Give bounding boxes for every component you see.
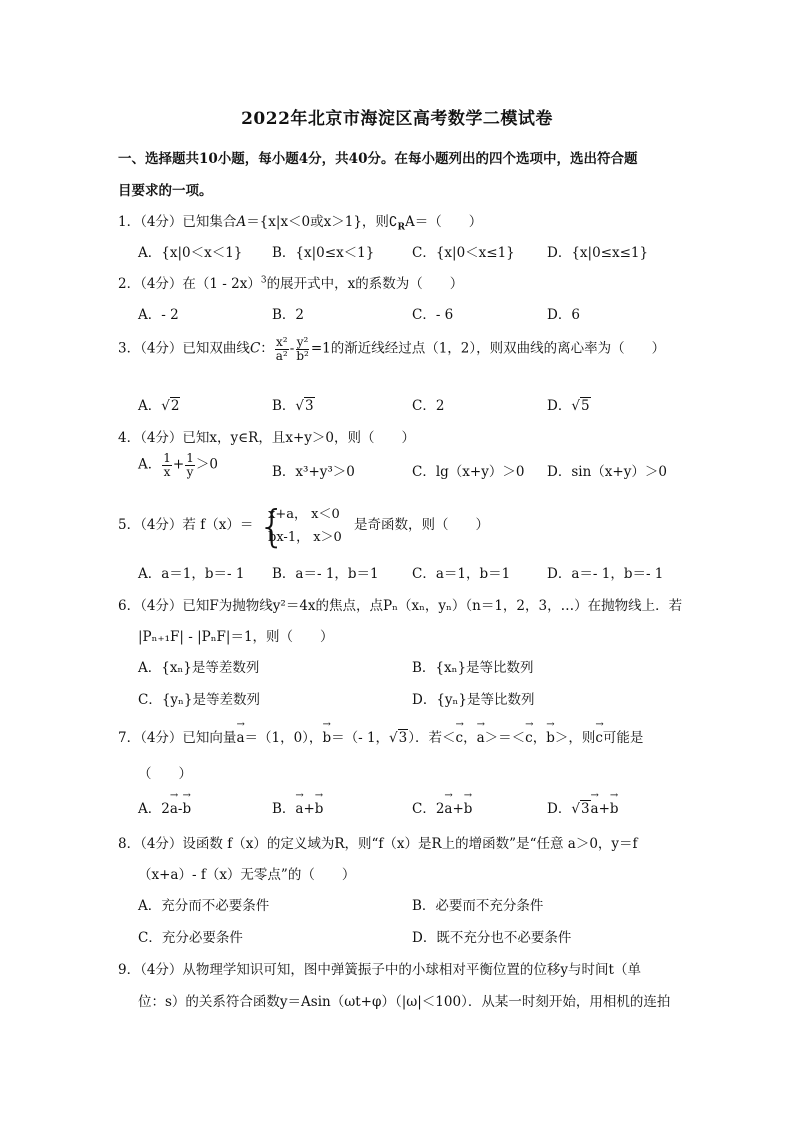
q3-option-d-label: D． xyxy=(547,398,572,414)
q3-option-d-sqrt: √5 xyxy=(571,398,590,414)
q7-option-c-op: + xyxy=(452,801,464,817)
q7-stem-text-h: ＞，则 xyxy=(554,730,596,746)
q2-stem xyxy=(118,272,463,292)
q4-option-a-frac1 xyxy=(162,452,172,478)
section-heading-line2: 目要求的一项。 xyxy=(118,183,213,199)
q7-option-c-label: C．2 xyxy=(412,801,445,817)
q7-stem-text-f: ＞＝＜ xyxy=(484,730,526,746)
q7-radicand: 3 xyxy=(398,730,408,746)
q3-option-b-sqrt: √3 xyxy=(295,398,314,414)
q6-stem-line2: |Pₙ₊₁F| - |PₙF|＝1，则（ ） xyxy=(138,629,334,645)
q3-frac2-num: y² xyxy=(296,335,309,349)
q2-option-d: D．6 xyxy=(547,307,580,323)
q1-complement-sub: R xyxy=(397,222,406,233)
q7-stem-text-i: 可能是 xyxy=(602,730,644,746)
q8-option-a: A．充分而不必要条件 xyxy=(138,898,270,914)
q3-stem-text-a: 3．（4分）已知双曲线 xyxy=(118,340,250,357)
q4-option-a-label: A． xyxy=(138,456,162,473)
q8-option-d: D．既不充分也不必要条件 xyxy=(412,930,572,946)
q1-option-a: A．{x|0＜x＜1} xyxy=(138,245,243,261)
section-heading-line1: 一、选择题共10小题，每小题4分，共40分。在每小题列出的四个选项中，选出符合题 xyxy=(118,151,638,167)
q3-option-b-label: B． xyxy=(272,398,296,414)
q7-option-c xyxy=(412,797,472,817)
q7-vector-a2: → a xyxy=(477,730,485,746)
q3-equals-one: =1 xyxy=(310,340,331,357)
q7-stem-text-a: 7．（4分）已知向量 xyxy=(118,730,237,746)
q6-stem-line1: 6．（4分）已知F为抛物线y²＝4x的焦点，点Pₙ（xₙ，yₙ）（n＝1，2，3，…）在抛物线上．若 xyxy=(118,598,683,614)
q7-option-c-vec2: → b xyxy=(464,801,473,817)
q5-option-d: D．a＝- 1，b＝- 1 xyxy=(547,566,664,582)
q5-option-a: A．a＝1，b＝- 1 xyxy=(138,566,245,582)
q9-stem-line2: 位：s）的关系符合函数y＝Asin（ωt+φ）（|ω|＜100）．从某一时刻开始，用相机的连拍 xyxy=(138,994,671,1010)
q3-colon: ： xyxy=(260,340,274,357)
q5-piecewise-brace: { xyxy=(258,501,286,552)
q7-stem-text-d: ）．若＜ xyxy=(408,730,456,746)
q6-option-d: D．{yₙ}是等比数列 xyxy=(412,692,535,708)
q3-fraction-x xyxy=(275,336,289,362)
q6-option-c: C．{yₙ}是等差数列 xyxy=(138,692,260,708)
q7-vector-b: → b xyxy=(322,730,331,746)
q4-option-a-frac2 xyxy=(185,452,195,478)
q1-option-c: C．{x|0＜x≤1} xyxy=(412,245,515,261)
q3-option-c: C．2 xyxy=(412,398,445,414)
q1-stem-text-a: 1．（4分）已知集合 xyxy=(118,214,237,230)
q4-stem: 4．（4分）已知x，y∈R，且x+y＞0，则（ ） xyxy=(118,430,415,446)
q8-option-b: B．必要而不充分条件 xyxy=(412,898,544,914)
q4-option-b: B．x³+y³＞0 xyxy=(272,464,355,480)
q7-option-b-vec1: → a xyxy=(295,801,303,817)
q4-frac1-den: x xyxy=(163,464,171,479)
q7-option-b-label: B． xyxy=(272,801,296,817)
q5-stem-a: 5．（4分）若 f（x）＝ xyxy=(118,517,254,533)
q7-option-a-vec2: → b xyxy=(182,801,191,817)
q7-option-b-vec2: → b xyxy=(315,801,324,817)
q5-case-2: bx-1， x＞0 xyxy=(268,530,342,545)
q3-frac1-num: x² xyxy=(275,335,288,349)
q7-option-a-op: - xyxy=(177,801,183,817)
q7-option-d-op: + xyxy=(598,801,610,817)
q3-option-a-sqrt: √2 xyxy=(161,398,180,414)
q4-plus: + xyxy=(172,456,185,473)
q1-stem-text-c: ＝{x|x＜0或x＞1}，则∁ xyxy=(246,214,398,230)
q9-stem-line1: 9．（4分）从物理学知识可知，图中弹簧振子中的小球相对平衡位置的位移y与时间t（单 xyxy=(118,962,641,978)
q3-option-d xyxy=(547,394,591,414)
q2-option-b: B．2 xyxy=(272,307,305,323)
q3-option-a xyxy=(138,394,180,414)
q7-vector-b2: → b xyxy=(546,730,555,746)
q7-option-d-label: D． xyxy=(547,801,572,817)
q3-stem xyxy=(118,336,665,362)
q7-option-d xyxy=(547,797,619,817)
q7-option-a-vec1: → a xyxy=(170,801,178,817)
q1-stem xyxy=(118,210,482,233)
q8-stem-line1: 8．（4分）设函数 f（x）的定义域为R，则“f（x）是R上的增函数”是“任意 a＞0，y＝f xyxy=(118,836,638,852)
q4-frac1-num: 1 xyxy=(163,451,171,465)
q4-option-d: D．sin（x+y）＞0 xyxy=(547,464,667,480)
q3-option-a-label: A． xyxy=(138,398,162,414)
q7-stem xyxy=(118,726,643,746)
q7-option-b-op: + xyxy=(303,801,315,817)
page-title: 2022年北京市海淀区高考数学二模试卷 xyxy=(241,109,553,129)
q7-vector-c3: → c xyxy=(595,730,603,746)
q3-option-b xyxy=(272,394,315,414)
q7-stem-text-g: ， xyxy=(532,730,547,746)
q7-stem-text-e: ， xyxy=(463,730,477,746)
q3-option-b-radicand: 3 xyxy=(305,398,314,414)
q7-option-a-label: A．2 xyxy=(138,801,170,817)
q2-option-c: C．- 6 xyxy=(412,307,454,323)
q7-option-d-vec1: → a xyxy=(591,801,599,817)
q7-option-d-vec2: → b xyxy=(610,801,619,817)
q6-option-b: B．{xₙ}是等比数列 xyxy=(412,660,534,676)
q2-exponent: 3 xyxy=(260,275,267,286)
q4-option-c: C．lg（x+y）＞0 xyxy=(412,464,525,480)
q6-option-a: A．{xₙ}是等差数列 xyxy=(138,660,260,676)
q7-vector-a: → a xyxy=(236,730,244,746)
q4-option-a xyxy=(138,452,218,478)
q7-option-a xyxy=(138,797,191,817)
q3-option-d-radicand: 5 xyxy=(580,398,590,414)
q7-option-d-sqrt: √3 xyxy=(571,801,590,817)
q3-curve-label: C xyxy=(249,340,261,357)
q7-option-d-radicand: 3 xyxy=(580,801,590,817)
q4-frac2-den: y xyxy=(186,464,194,479)
q3-frac2-den: b² xyxy=(296,348,309,363)
q5-case-1: x+a， x＜0 xyxy=(268,507,340,522)
q1-option-d: D．{x|0≤x≤1} xyxy=(547,245,649,261)
q4-frac2-num: 1 xyxy=(186,451,194,465)
q2-stem-text-a: 2．（4分）在（1 - 2x） xyxy=(118,276,261,292)
q7-stem-line2: （ ） xyxy=(138,766,192,782)
q7-option-b xyxy=(272,797,323,817)
q7-sqrt: √3 xyxy=(389,730,408,746)
q2-option-a: A．- 2 xyxy=(138,307,179,323)
q5-option-c: C．a＝1，b＝1 xyxy=(412,566,511,582)
q3-minus: - xyxy=(289,340,295,357)
q7-vector-c1: → c xyxy=(456,730,464,746)
q3-frac1-den: a² xyxy=(275,348,288,363)
q3-stem-text-b: 的渐近线经过点（1，2），则双曲线的离心率为（ ） xyxy=(330,340,666,357)
q2-stem-text-b: 的展开式中，x的系数为（ ） xyxy=(266,276,464,292)
q8-stem-line2: （x+a）- f（x）无零点”的（ ） xyxy=(138,867,356,883)
q7-stem-text-c: ＝（- 1， xyxy=(331,730,390,746)
q7-option-c-vec1: → a xyxy=(444,801,452,817)
q8-option-c: C．充分必要条件 xyxy=(138,930,243,946)
q7-stem-text-b: ＝（1，0）， xyxy=(244,730,323,746)
q7-vector-c2: → c xyxy=(525,730,533,746)
q1-option-b: B．{x|0≤x＜1} xyxy=(272,245,375,261)
q5-option-b: B．a＝- 1，b＝1 xyxy=(272,566,379,582)
q1-stem-text-d: A＝（ ） xyxy=(405,214,483,230)
q5-stem-b: 是奇函数，则（ ） xyxy=(354,517,489,533)
q1-set-label: A xyxy=(236,214,247,230)
q3-option-a-radicand: 2 xyxy=(170,398,180,414)
q3-fraction-y xyxy=(295,336,310,362)
q4-option-a-tail: ＞0 xyxy=(195,456,218,473)
